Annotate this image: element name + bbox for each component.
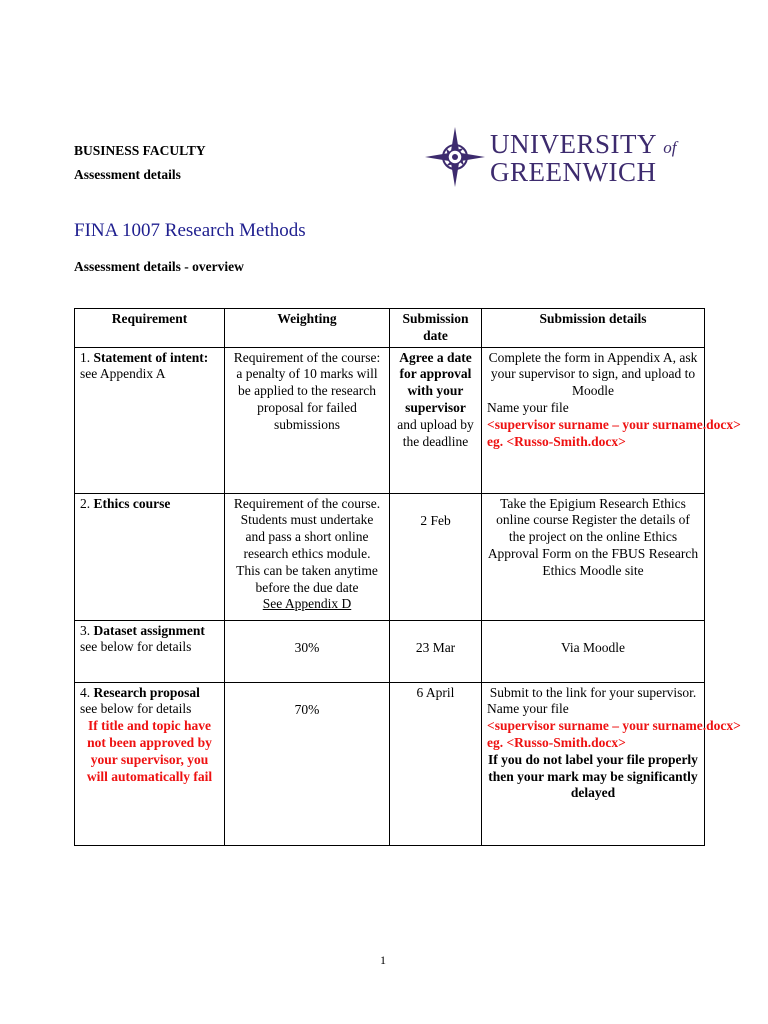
- header-submission-date: Submission date: [390, 309, 482, 348]
- header-submission-details: Submission details: [482, 309, 705, 348]
- requirement-cell: 1. Statement of intent: see Appendix A: [75, 347, 225, 493]
- table-row: [75, 682, 705, 845]
- weighting-cell: 30%: [225, 620, 390, 682]
- requirement-cell: 2. Ethics course: [75, 493, 225, 620]
- header-requirement: Requirement: [75, 309, 225, 348]
- submission-date-cell: 2 Feb: [390, 493, 482, 620]
- submission-details-cell: Via Moodle: [482, 620, 705, 682]
- file-example-text: eg. <Russo-Smith.docx>: [487, 433, 626, 449]
- university-logo: [424, 126, 696, 190]
- logo-university-text: UNIVERSITY of: [490, 129, 677, 159]
- submission-date-cell: 6 April: [390, 682, 482, 845]
- table-header-row: [75, 309, 705, 348]
- requirement-cell: 3. Dataset assignment see below for details: [75, 620, 225, 682]
- faculty-name: BUSINESS FACULTY: [74, 143, 206, 158]
- assessment-table: [74, 308, 741, 846]
- approval-warning: If title and topic have not been approved by your supervisor, you will automatically fail: [86, 718, 213, 784]
- overview-heading: Assessment details - overview: [74, 259, 244, 274]
- page-number: 1: [380, 953, 386, 967]
- table-row: [75, 347, 705, 493]
- table-row: [75, 493, 705, 620]
- submission-date-cell: Agree a date for approval with your supervisor and upload by the deadline: [390, 347, 482, 493]
- submission-date-cell: 23 Mar: [390, 620, 482, 682]
- document-subtitle: Assessment details: [74, 167, 181, 182]
- submission-details-cell: Complete the form in Appendix A, ask your supervisor to sign, and upload to Moodle Name your file <supervisor surname – your surname.docx> eg. <Russo-Smith.docx>: [482, 347, 705, 493]
- weighting-cell: Requirement of the course. Students must undertake and pass a short online research ethics module. This can be taken anytime before the due date See Appendix D: [225, 493, 390, 620]
- weighting-cell: 70%: [225, 682, 390, 845]
- weighting-cell: Requirement of the course: a penalty of 10 marks will be applied to the research proposal for failed submissions: [225, 347, 390, 493]
- logo-greenwich-text: GREENWICH: [490, 157, 657, 187]
- compass-star-icon: [424, 126, 486, 188]
- submission-details-cell: Take the Epigium Research Ethics online course Register the details of the project on the online Ethics Approval Form on the FBUS Research Ethics Moodle site: [482, 493, 705, 620]
- submission-details-cell: Submit to the link for your supervisor. Name your file <supervisor surname – your surname.docx> eg. <Russo-Smith.docx> If you do not label your file properly then your mark may be significantly delayed: [482, 682, 705, 845]
- file-format-text: <supervisor surname – your surname.docx>: [487, 718, 741, 734]
- course-title: FINA 1007 Research Methods: [74, 220, 306, 241]
- file-example-text: eg. <Russo-Smith.docx>: [487, 734, 626, 750]
- faculty-header: [74, 142, 206, 190]
- requirement-cell: 4. Research proposal see below for details If title and topic have not been approved by your supervisor, you will automatically fail: [75, 682, 225, 845]
- appendix-d-link[interactable]: See Appendix D: [262, 596, 352, 612]
- header-weighting: Weighting: [225, 309, 390, 348]
- table-row: [75, 620, 705, 682]
- label-warning: If you do not label your file properly then your mark may be significantly delayed: [488, 751, 698, 801]
- file-format-text: <supervisor surname – your surname.docx>: [487, 416, 741, 432]
